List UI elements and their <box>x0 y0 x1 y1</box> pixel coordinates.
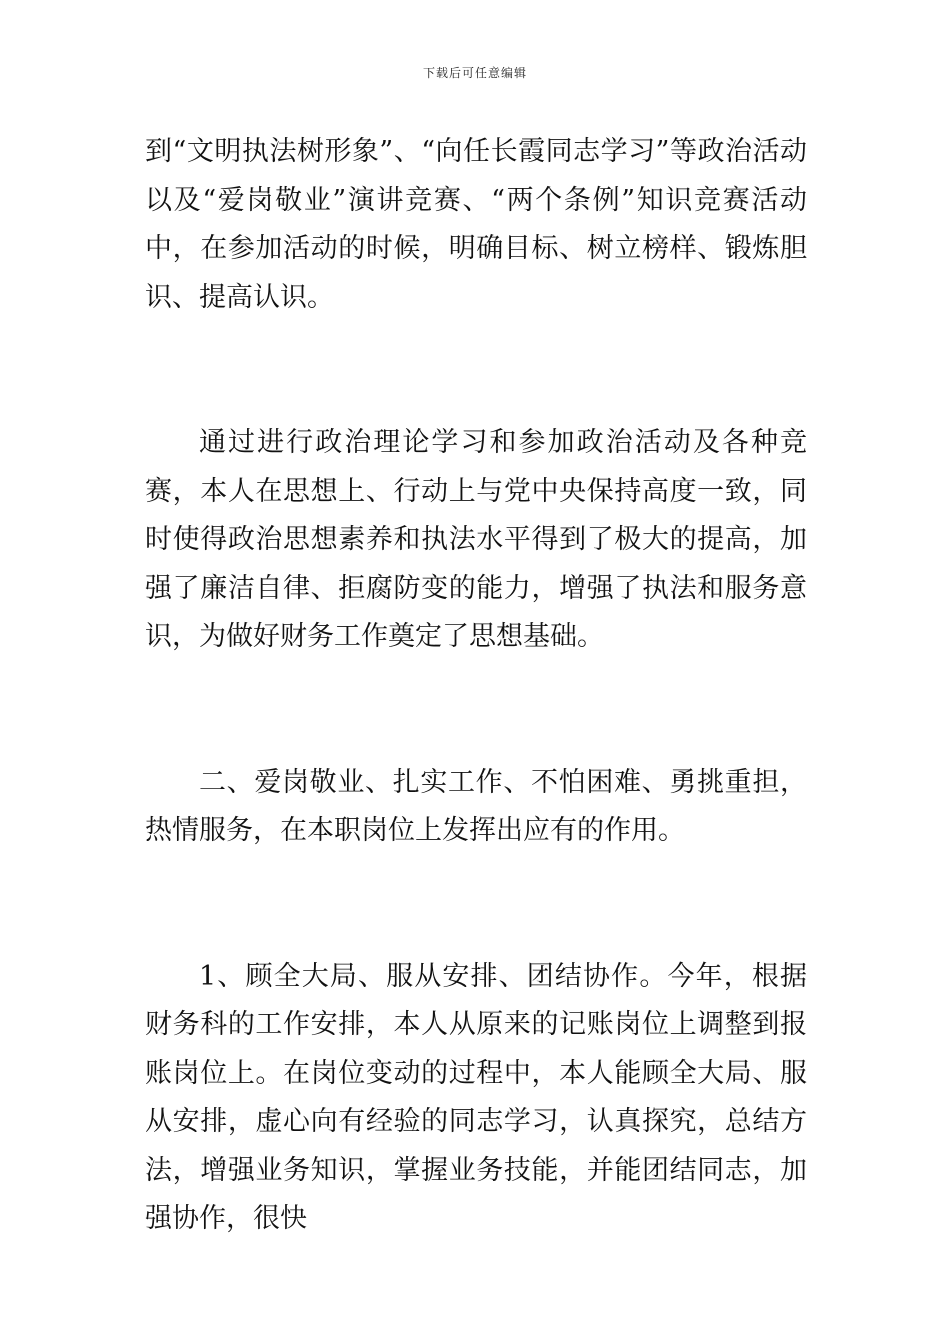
paragraph-2: 通过进行政治理论学习和参加政治活动及各种竞赛，本人在思想上、行动上与党中央保持高度一致，同时使得政治思想素养和执法水平得到了极大的提高，加强了廉洁自律、拒腐防变的能力，增强了执法和服务意识，为做好财务工作奠定了思想基础。 <box>145 427 807 652</box>
document-body <box>145 128 807 1244</box>
page-header-note: 下载后可任意编辑 <box>422 66 527 80</box>
paragraph-spacer <box>145 662 807 759</box>
paragraph-3: 1、顾全大局、服从安排、团结协作。今年，根据财务科的工作安排，本人从原来的记账岗位上调整到报账岗位上。在岗位变动的过程中，本人能顾全大局、服从安排，虚心向有经验的同志学习，认真探究，总结方法，增强业务知识，掌握业务技能，并能团结同志，加强协作，很快 <box>145 960 807 1234</box>
paragraph-spacer <box>145 322 807 419</box>
section-heading-2: 二、爱岗敬业、扎实工作、不怕困难、勇挑重担，热情服务，在本职岗位上发挥出应有的作用。 <box>145 766 807 846</box>
paragraph-spacer <box>145 856 807 953</box>
paragraph-1: 到“文明执法树形象”、“向任长霞同志学习”等政治活动以及“爱岗敬业”演讲竞赛、“两个条例”知识竞赛活动中，在参加活动的时候，明确目标、树立榜样、锻炼胆识、提高认识。 <box>145 136 807 313</box>
